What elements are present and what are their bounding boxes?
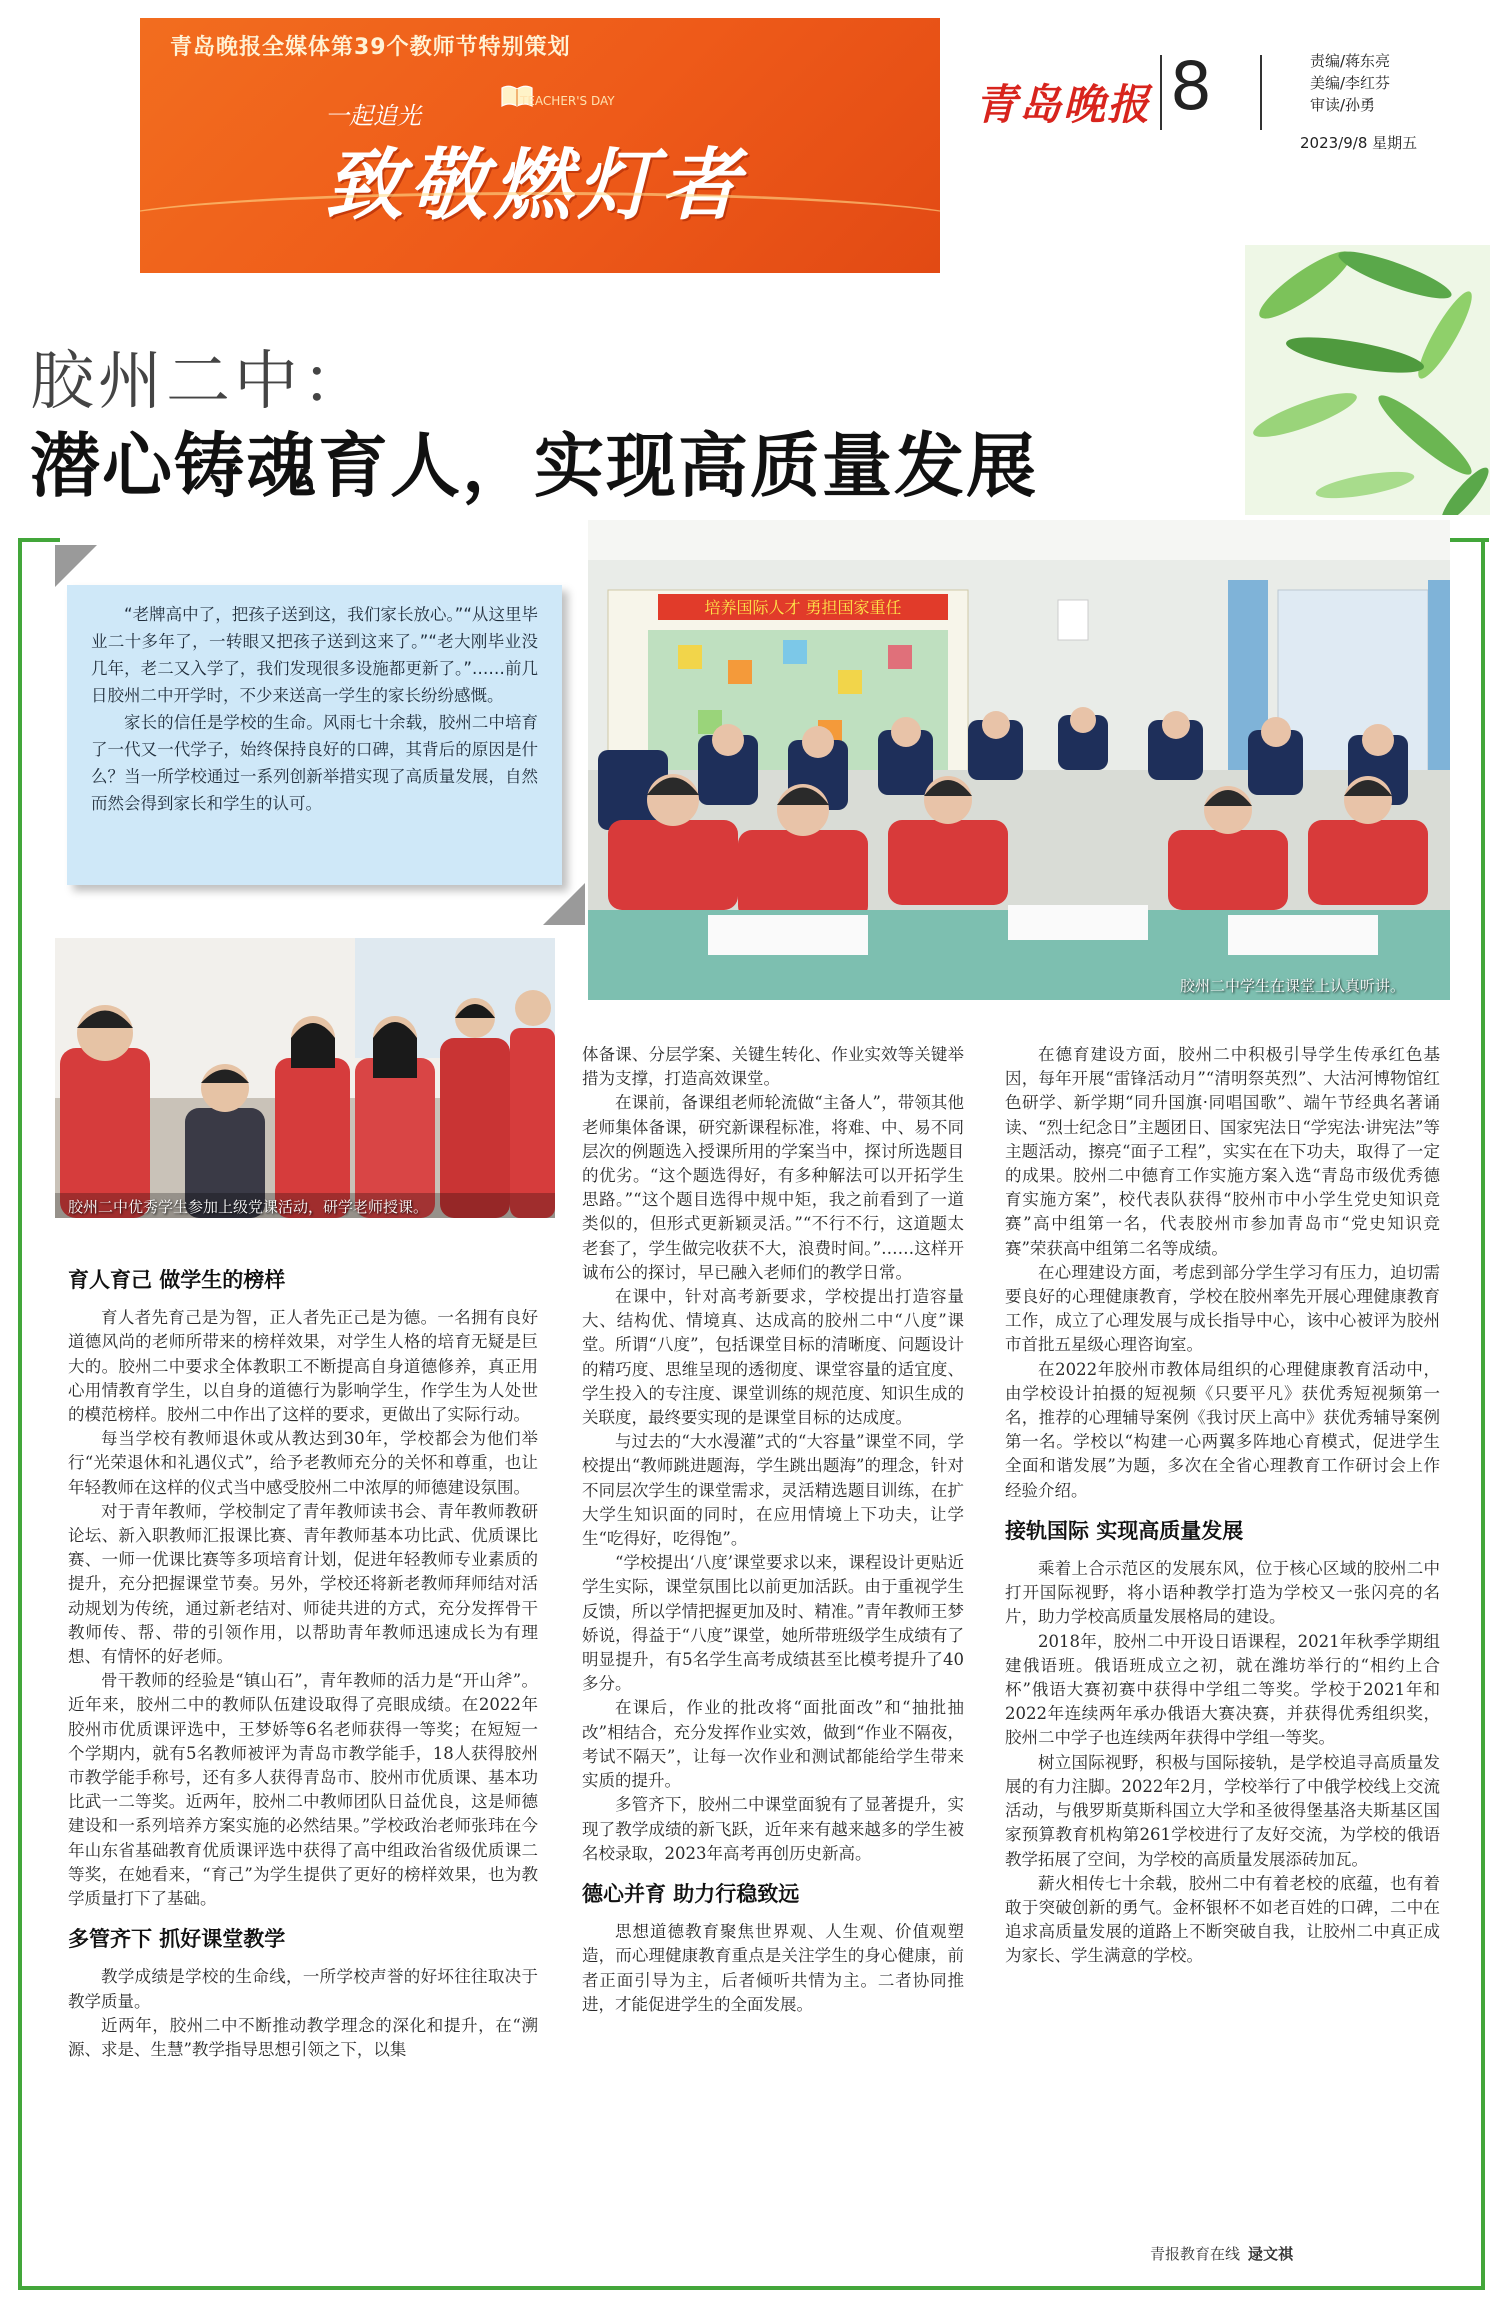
masthead-divider [1260, 55, 1262, 130]
editor-credit: 责编/蒋东亮 [1310, 52, 1391, 70]
leaf-decoration [1245, 245, 1490, 515]
section-subheading: 德心并育 助力行稳致远 [582, 1881, 800, 1906]
editor-credit: 审读/孙勇 [1310, 96, 1376, 114]
banner-small-text: 一起追光 [325, 102, 421, 130]
article-paragraph: 在课后，作业的批改将“面批面改”和“抽批抽改”相结合，充分发挥作业实效，做到“作业不隔夜，考试不隔天”，让每一次作业和测试都能给学生带来实质的提升。 [582, 1698, 964, 1791]
article-column-1 [68, 1252, 538, 2062]
article-paragraph: 与过去的“大水漫灌”式的“大容量”课堂不同，学校提出“教师跳进题海，学生跳出题海”的理念，针对不同层次学生的课堂需求，灵活精选题目训练，在扩大学生知识面的同时，在应用情境上下功夫，让学生“吃得好，吃得饱”。 [582, 1432, 964, 1549]
editor-credit: 美编/李红芬 [1310, 74, 1391, 92]
article-paragraph: 2018年，胶州二中开设日语课程，2021年秋季学期组建俄语班。俄语班成立之初，就在潍坊举行的“相约上合杯”俄语大赛初赛中获得中学组二等奖。学校于2021年和2022年连续两年承办俄语大赛决赛，并获得优秀组织奖，胶州二中学子也连续两年获得中学组一等奖。 [1005, 1631, 1440, 1748]
article-paragraph: 树立国际视野，积极与国际接轨，是学校追寻高质量发展的有力注脚。2022年2月，学校举行了中俄学校线上交流活动，与俄罗斯莫斯科国立大学和圣彼得堡基洛夫斯基区国家预算教育机构第261学校进行了友好交流，为学校的俄语教学拓展了空间，为学校的高质量发展添砖加瓦。 [1005, 1752, 1440, 1869]
article-paragraph: 体备课、分层学案、关键生转化、作业实效等关键举措为支撑，打造高效课堂。 [582, 1045, 964, 1089]
article-column-2 [582, 1043, 964, 2017]
section-subheading: 接轨国际 实现高质量发展 [1005, 1518, 1244, 1543]
section-subheading: 多管齐下 抓好课堂教学 [68, 1927, 286, 1952]
banner-slogan: 致敬燃灯者 [325, 140, 746, 231]
byline-source: 青报教育在线 [1150, 2245, 1241, 2263]
frame-top-edge [1450, 538, 1489, 542]
article-paragraph: 乘着上合示范区的发展东风，位于核心区域的胶州二中打开国际视野，将小语种教学打造为学校又一张闪亮的名片，助力学校高质量发展格局的建设。 [1005, 1559, 1440, 1627]
classroom-photo [588, 520, 1450, 1000]
corner-decoration [55, 545, 97, 587]
article-paragraph: 骨干教师的经验是“镇山石”，青年教师的活力是“开山斧”。近年来，胶州二中的教师队伍建设取得了亮眼成绩。在2022年胶州市优质课评选中，王梦娇等6名老师获得一等奖；在短短一个学期内，就有5名教师被评为青岛市教学能手，18人获得胶州市教学能手称号，还有多人获得青岛市、胶州市优质课、基本功比武一二等奖。近两年，胶州二中教师团队日益优良，这是师德建设和一系列培养方案实施的必然结果。”学校政治老师张玮在今年山东省基础教育优质课评选中获得了高中组政治省级优质课二等奖，在她看来，“育己”为学生提供了更好的榜样效果，也为教学质量打下了基础。 [68, 1671, 538, 1909]
special-feature-banner [140, 18, 940, 273]
frame-top-edge [18, 538, 60, 542]
headline-title: 潜心铸魂育人，实现高质量发展 [30, 425, 1038, 507]
page-number: 8 [1170, 48, 1212, 125]
article-column-3 [1005, 1043, 1440, 1969]
lead-paragraph: “老牌高中了，把孩子送到这，我们家长放心。”“从这里毕业二十多年了，一转眼又把孩子送到这来了。”“老大刚毕业没几年，老二又入学了，我们发现很多设施都更新了。”……前几日胶州二中开学时，不少来送高一学生的家长纷纷感慨。 [91, 605, 538, 705]
byline-author: 逯文祺 [1248, 2245, 1294, 2263]
article-paragraph: 每当学校有教师退休或从教达到30年，学校都会为他们举行“光荣退休和礼遇仪式”，给予老教师充分的关怀和尊重，也让年轻教师在这样的仪式当中感受胶州二中浓厚的师德建设氛围。 [68, 1429, 538, 1497]
article-paragraph: 在心理建设方面，考虑到部分学生学习有压力，迫切需要良好的心理健康教育，学校在胶州率先开展心理健康教育工作，成立了心理发展与成长指导中心，该中心被评为胶州市首批五星级心理咨询室。 [1005, 1262, 1440, 1355]
article-paragraph: 在2022年胶州市教体局组织的心理健康教育活动中，由学校设计拍摄的短视频《只要平凡》获优秀短视频第一名，推荐的心理辅导案例《我讨厌上高中》获优秀辅导案例第一名。学校以“构建一心两翼多阵地心育模式，促进学生全面和谐发展”为题，多次在全省心理教育工作研讨会上作经验介绍。 [1005, 1359, 1440, 1500]
headline-kicker: 胶州二中： [30, 345, 370, 419]
article-paragraph: 在德育建设方面，胶州二中积极引导学生传承红色基因，每年开展“雷锋活动月”“清明祭英烈”、大沽河博物馆红色研学、新学期“同升国旗·同唱国歌”、端午节经典名著诵读、“烈士纪念日”主题团日、国家宪法日“学宪法·讲宪法”等主题活动，擦亮“面子工程”，实实在在下功夫，取得了一定的成果。胶州二中德育工作实施方案入选“青岛市级优秀德育实施方案”，校代表队获得“胶州市中小学生党史知识竞赛”高中组第一名，代表胶州市参加青岛市“党史知识竞赛”荣获高中组第二名等成绩。 [1005, 1045, 1440, 1258]
article-paragraph: “学校提出‘八度’课堂要求以来，课程设计更贴近学生实际，课堂氛围比以前更加活跃。由于重视学生反馈，所以学情把握更加及时、精准。”青年教师王梦娇说，得益于“八度”课堂，她所带班级学生成绩有了明显提升，有5名学生高考成绩甚至比模考提升了40多分。 [582, 1553, 964, 1694]
article-paragraph: 对于青年教师，学校制定了青年教师读书会、青年教师教研论坛、新入职教师汇报课比赛、青年教师基本功比武、优质课比赛、一师一优课比赛等多项培育计划，促进年轻教师专业素质的提升，充分把握课堂节奏。另外，学校还将新老教师拜师结对活动规划为传统，通过新老结对、师徒共进的方式，充分发挥骨干教师传、帮、带的引领作用，以帮助青年教师迅速成长为有理想、有情怀的好老师。 [68, 1501, 538, 1667]
lead-box-wrapper [55, 545, 585, 925]
lead-summary [67, 585, 562, 885]
section-subheading: 育人育己 做学生的榜样 [68, 1268, 286, 1292]
photo-caption: 胶州二中优秀学生参加上级党课活动，研学老师授课。 [68, 1198, 429, 1216]
banner-top-text: 青岛晚报全媒体第39个教师节特别策划 [170, 35, 571, 60]
article-paragraph: 思想道德教育聚焦世界观、人生观、价值观塑造，而心理健康教育重点是关注学生的身心健康，前者正面引导为主，后者倾听共情为主。二者协同推进，才能促进学生的全面发展。 [582, 1922, 964, 2014]
editor-credits [1310, 50, 1390, 116]
issue-date: 2023/9/8 星期五 [1300, 134, 1418, 152]
lead-paragraph: 家长的信任是学校的生命。风雨七十余载，胶州二中培育了一代又一代学子，始终保持良好的口碑，其背后的原因是什么？当一所学校通过一系列创新举措实现了高质量发展，自然而然会得到家长和学生的认可。 [91, 713, 538, 813]
teacher-student-photo [55, 938, 555, 1218]
photo-caption: 胶州二中学生在课堂上认真听讲。 [1180, 977, 1406, 995]
article-paragraph: 多管齐下，胶州二中课堂面貌有了显著提升，实现了教学成绩的新飞跃，近年来有越来越多的学生被名校录取，2023年高考再创历史新高。 [582, 1795, 964, 1863]
newspaper-logo: 青岛晚报 [975, 80, 1152, 129]
banner-english-text: TEACHER'S DAY [520, 94, 615, 108]
corner-decoration [543, 883, 585, 925]
classroom-banner: 培养国际人才 勇担国家重任 [704, 598, 902, 617]
article-paragraph: 教学成绩是学校的生命线，一所学校声誉的好坏往往取决于教学质量。 [68, 1967, 538, 2011]
masthead-divider [1160, 55, 1162, 130]
byline [1150, 2243, 1293, 2264]
article-paragraph: 在课中，针对高考新要求，学校提出打造容量大、结构优、情境真、达成高的胶州二中“八度”课堂。所谓“八度”，包括课堂目标的清晰度、问题设计的精巧度、思维呈现的透彻度、课堂容量的适宜度、学生投入的专注度、课堂训练的规范度、知识生成的关联度，最终要实现的是课堂目标的达成度。 [582, 1287, 964, 1428]
article-paragraph: 近两年，胶州二中不断推动教学理念的深化和提升，在“溯源、求是、生慧”教学指导思想引领之下，以集 [68, 2015, 538, 2060]
article-paragraph: 育人者先育己是为智，正人者先正己是为德。一名拥有良好道德风尚的老师所带来的榜样效果，对学生人格的培育无疑是巨大的。胶州二中要求全体教职工不断提高自身道德修养，真正用心用情教育学生，以自身的道德行为影响学生，作学生为人处世的模范榜样。胶州二中作出了这样的要求，更做出了实际行动。 [68, 1308, 538, 1425]
article-paragraph: 薪火相传七十余载，胶州二中有着老校的底蕴，也有着敢于突破创新的勇气。金杯银杯不如老百姓的口碑，二中在追求高质量发展的道路上不断突破自我，让胶州二中真正成为家长、学生满意的学校。 [1005, 1873, 1440, 1966]
article-paragraph: 在课前，备课组老师轮流做“主备人”，带领其他老师集体备课，研究新课程标准，将难、中、易不同层次的例题选入授课所用的学案当中，探讨所选题目的优劣。“这个题选得好，有多种解法可以开拓学生思路。”“这个题目选得中规中矩，我之前看到了一道类似的，但形式更新颖灵活。”“不行不行，这道题太老套了，学生做完收获不大，浪费时间。”……这样开诚布公的探讨，早已融入老师们的教学日常。 [582, 1093, 964, 1282]
